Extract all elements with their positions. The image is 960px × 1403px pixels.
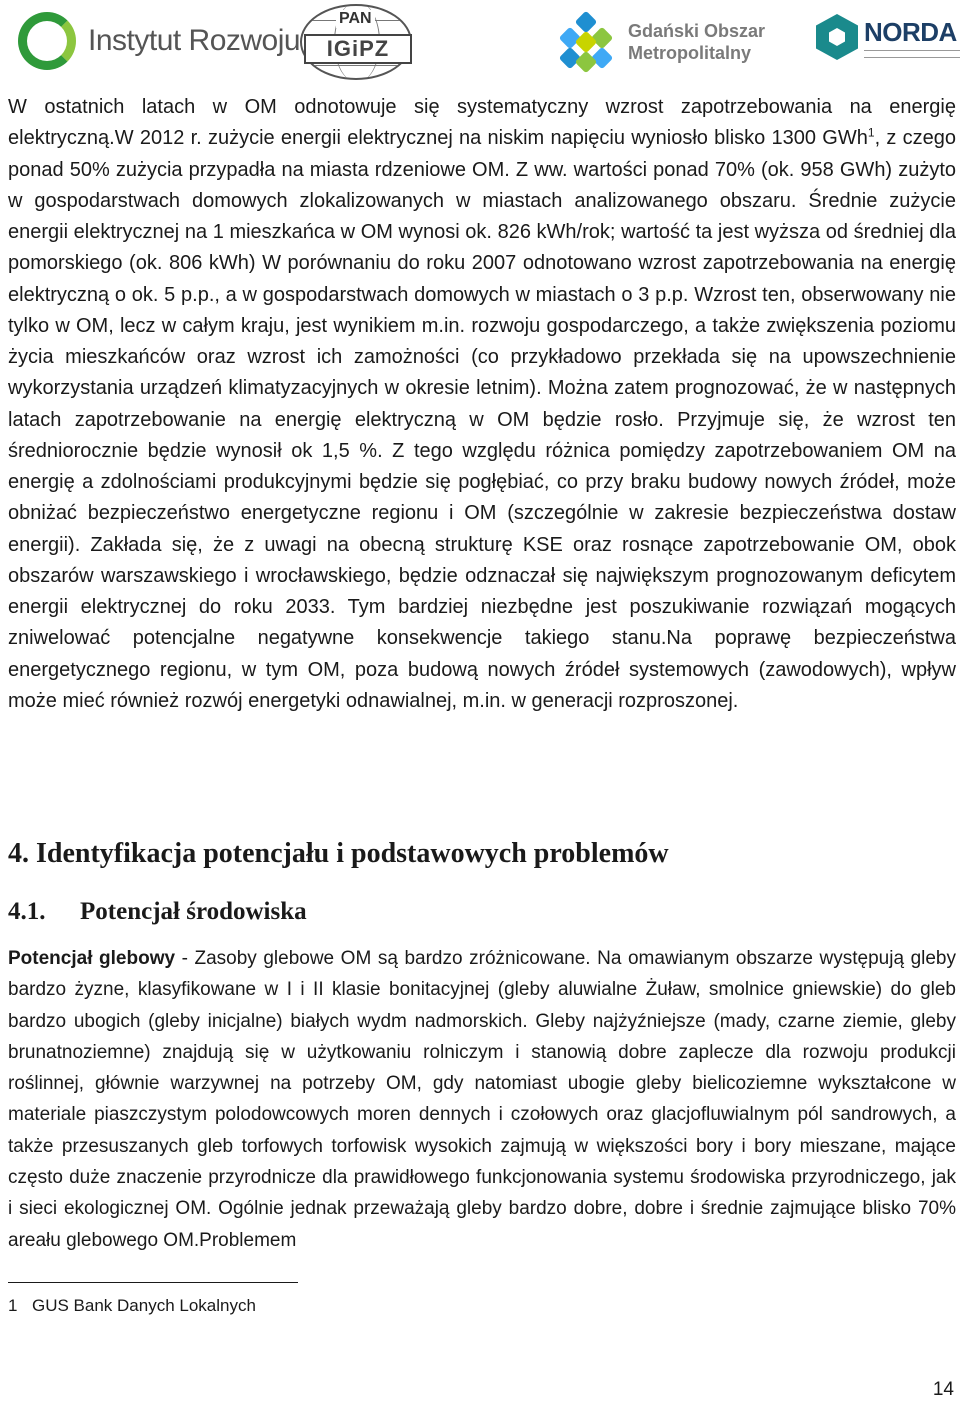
subsection-heading (8, 898, 956, 926)
footnote-text: GUS Bank Danych Lokalnych (32, 1296, 256, 1315)
norda-logo (816, 14, 960, 60)
pan-wordmark: PAN (336, 10, 375, 28)
gdansk-wordmark-line2: Metropolitalny (628, 43, 752, 63)
intro-text-part2: , z czego ponad 50% zużycia przypadła na miasta rdzeniowe OM. Z ww. wartości ponad 70% (ok. 958 GWh) zużyto w gospodarstwach domowych zlokalizowanych w miastach analizowanego obszaru. Średnie zużycie energii elektrycznej na 1 mieszkańca w OM wynosi ok. 826 kWh/rok; wartość ta jest wyższa od średniej dla pomorskiego (ok. 806 kWh) W porównaniu do roku 2007 odnotowano wzrost zapotrzebowania na energię elektryczną o ok. 5 p.p., a w gospodarstwach domowych w miastach o 3 p.p. Wzrost ten, obserwowany nie tylko w OM, lecz w całym kraju, jest wynikiem m.in. rozwoju gospodarczego, a także zwiększenia poziomu życia mieszkańców oraz wzrost ich zamożności (co przykładowo przekłada się na upowszechnienie wykorzystania urządzeń klimatyzacyjnych w okresie letnim). Można zatem prognozować, że w następnych latach zapotrzebowanie na energię elektryczną w OM będzie rosło. Przyjmuje się, że wzrost ten średniorocznie będzie wynosił ok 1,5 %. Z tego względu różnica pomiędzy zapotrzebowaniem OM na energię a zdolnościami produkcyjnymi będzie się pogłębiać, co przy braku budowy nowych źródeł, może obniżać bezpieczeństwo energetyczne regionu i OM (szczególnie w zakresie bezpieczeństwa dostaw energii). Zakłada się, że z uwagi na obecną strukturę KSE oraz rosnące zapotrzebowanie OM, obok obszarów warszawskiego i wrocławskiego, będzie odznaczał się największym prognozowanym deficytem energii elektrycznej do roku 2033. Tym bardziej niezbędne jest poszukiwanie rozwiązań mogących zniwelować potencjalne negatywne konsekwencje takiego stanu.Na poprawę bezpieczeństwa energetycznego regionu, w tym OM, poza budową nowych źródeł systemowych (zawodowych), wpływ może mieć również rozwój energetyki odnawialnej, m.in. w generacji rozproszonej. (8, 127, 956, 712)
norda-tagline-decoration (864, 50, 960, 58)
intro-paragraph (8, 92, 956, 717)
page-header (0, 0, 960, 80)
instytut-rozwoju-wordmark: Instytut Rozwoju (88, 24, 301, 57)
norda-hexagon-icon (816, 14, 858, 60)
soil-label: Potencjał glebowy (8, 948, 176, 969)
instytut-rozwoju-logo (18, 10, 300, 72)
footnote (8, 1296, 256, 1316)
soil-text: - Zasoby glebowe OM są bardzo zróżnicowane. Na omawianym obszarze występują gleby bardzo żyzne, klasyfikowane w I i II klasie bonitacyjnej (gleby aluwialne Żuław, smolnice gniewskie) do gleb bardzo ubogich (gleby inicjalne) białych wydm nadmorskich. Gleby najżyźniejsze (mady, czarne ziemie, gleby brunatnoziemne) znajdują się w użytkowaniu rolniczym i stanowią dobre zaplecze dla rozwoju produkcji roślinnej, głównie warzywnej na potrzeby OM, gdy natomiast ubogie gleby bielicoziemne wykształcone w materiale piaszczystym polodowcowych moren dennych i czołowych oraz glacjofluwialnym pól sandrowych, a także przesuszanych gleb torfowych torfowisk wysokich zajmują w większości bory i bory mieszane, mające często duże znaczenie przyrodnicze dla prawidłowego funkcjonowania systemu środowiska przyrodniczego, jak i sieci ekologicznej OM. Ogólnie jednak przeważają gleby bardzo dobre, dobre i średnie zajmujące blisko 70% areału glebowego OM.Problemem (8, 948, 956, 1251)
igipz-wordmark: IGiPZ (304, 34, 412, 64)
footnote-divider (8, 1282, 298, 1283)
subsection-number: 4.1. (8, 898, 46, 925)
footnote-reference[interactable]: 1 (867, 125, 875, 140)
pan-igipz-logo (298, 4, 416, 80)
soil-paragraph (8, 943, 956, 1256)
footnote-number: 1 (8, 1296, 18, 1315)
gdansk-wordmark-line1: Gdański Obszar (628, 21, 766, 41)
section-heading: 4. Identyfikacja potencjału i podstawowych problemów (8, 838, 669, 869)
gdansk-obszar-logo (556, 12, 765, 72)
subsection-title: Potencjał środowiska (80, 898, 307, 925)
page-number: 14 (932, 1379, 954, 1400)
norda-wordmark: NORDA (864, 16, 957, 47)
instytut-rozwoju-mark-icon (18, 12, 76, 70)
intro-text-part1: W ostatnich latach w OM odnotowuje się systematyczny wzrost zapotrzebowania na energię elektryczną.W 2012 r. zużycie energii elektrycznej na niskim napięciu wyniosło blisko 1300 GWh (8, 96, 956, 150)
gdansk-mosaic-icon (556, 12, 616, 72)
